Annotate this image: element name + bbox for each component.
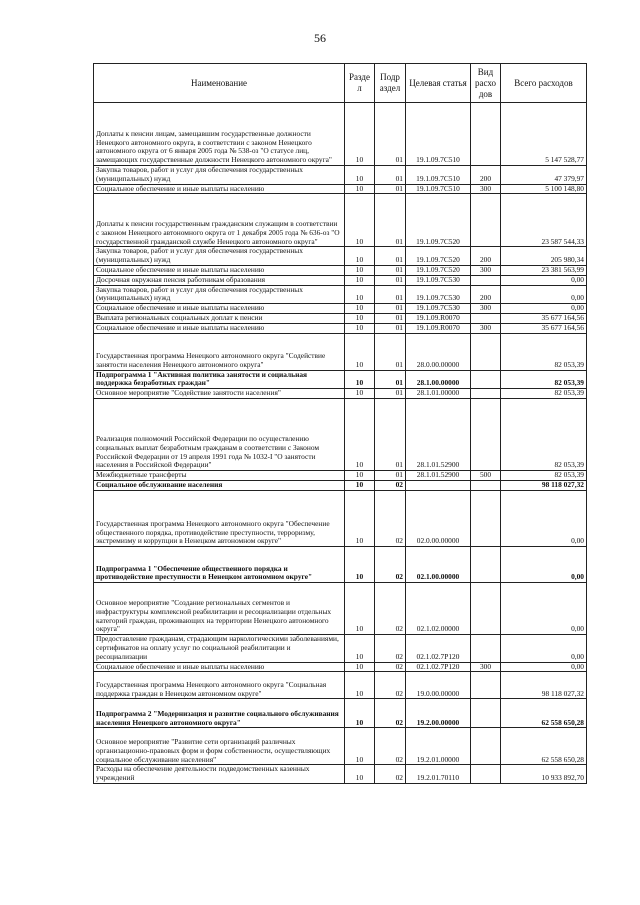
row-type — [471, 583, 501, 635]
row-type — [471, 399, 501, 471]
row-name: Социальное обслуживание населения — [94, 481, 345, 491]
row-subsection: 01 — [375, 285, 406, 304]
row-type: 200 — [471, 247, 501, 266]
row-target: 19.1.09.7С520 — [406, 194, 471, 247]
row-subsection: 01 — [375, 389, 406, 399]
row-type: 300 — [471, 265, 501, 275]
row-target — [406, 481, 471, 491]
row-name: Реализация полномочий Российской Федерации по осуществлению социальных выплат безработным гражданам в соответствии с Законом Российской Федерации от 19 апреля 1991 года № 1032-I "О занятости населения в Российской Федерации" — [94, 399, 345, 471]
row-subsection: 02 — [375, 481, 406, 491]
row-section: 10 — [345, 399, 375, 471]
table-row — [94, 672, 587, 699]
row-target: 19.1.09.7С530 — [406, 275, 471, 285]
row-section: 10 — [345, 285, 375, 304]
table-row — [94, 265, 587, 275]
row-section: 10 — [345, 265, 375, 275]
row-subsection: 01 — [375, 184, 406, 194]
row-subsection: 02 — [375, 491, 406, 547]
row-type: 300 — [471, 662, 501, 672]
row-section: 10 — [345, 471, 375, 481]
page-number: 56 — [314, 31, 326, 45]
row-name: Социальное обеспечение и иные выплаты населению — [94, 662, 345, 672]
table-row — [94, 103, 587, 166]
row-name: Государственная программа Ненецкого автономного округа "Содействие занятости населения Ненецкого автономного округа" — [94, 333, 345, 370]
row-name: Закупка товаров, работ и услуг для обеспечения государственных (муниципальных) нужд — [94, 285, 345, 304]
table-row — [94, 184, 587, 194]
row-type — [471, 370, 501, 389]
header-name: Наименование — [94, 64, 345, 103]
row-total: 0,00 — [501, 583, 587, 635]
table-header-row — [94, 64, 587, 103]
row-section: 10 — [345, 672, 375, 699]
row-target: 19.1.09.7С530 — [406, 285, 471, 304]
row-name: Выплата региональных социальных доплат к пенсии — [94, 313, 345, 323]
row-target: 28.1.01.00000 — [406, 389, 471, 399]
row-name: Доплаты к пенсии государственным гражданским служащим в соответствии с законом Ненецкого автономного округа от 1 декабря 2005 года № 636-оз "О государственной гражданской службе Ненецкого автономного округа" — [94, 194, 345, 247]
row-total: 5 147 528,77 — [501, 103, 587, 166]
row-subsection: 01 — [375, 166, 406, 185]
table-row — [94, 285, 587, 304]
row-type — [471, 635, 501, 662]
header-type: Вид расхо дов — [471, 64, 501, 103]
row-name: Расходы на обеспечение деятельности подведомственных казенных учреждений — [94, 765, 345, 784]
row-total: 10 933 892,70 — [501, 765, 587, 784]
table-row — [94, 399, 587, 471]
row-section: 10 — [345, 370, 375, 389]
row-target: 02.0.00.00000 — [406, 491, 471, 547]
table-row — [94, 333, 587, 370]
row-subsection: 01 — [375, 471, 406, 481]
row-subsection: 01 — [375, 265, 406, 275]
row-name: Закупка товаров, работ и услуг для обеспечения государственных (муниципальных) нужд — [94, 166, 345, 185]
table-row — [94, 275, 587, 285]
row-type: 500 — [471, 471, 501, 481]
row-total: 205 980,34 — [501, 247, 587, 266]
row-total: 23 587 544,33 — [501, 194, 587, 247]
table-row — [94, 481, 587, 491]
table-row — [94, 662, 587, 672]
row-subsection: 02 — [375, 765, 406, 784]
row-target: 19.1.09.7С530 — [406, 304, 471, 314]
row-type — [471, 333, 501, 370]
row-type — [471, 699, 501, 728]
row-name: Досрочная окружная пенсия работникам образования — [94, 275, 345, 285]
row-type — [471, 194, 501, 247]
row-target: 19.2.00.00000 — [406, 699, 471, 728]
row-type: 200 — [471, 285, 501, 304]
row-section: 10 — [345, 103, 375, 166]
row-total: 82 053,39 — [501, 389, 587, 399]
table-row — [94, 635, 587, 662]
row-type: 200 — [471, 166, 501, 185]
table-row — [94, 166, 587, 185]
row-name: Основное мероприятие "Содействие занятости населения" — [94, 389, 345, 399]
row-section: 10 — [345, 765, 375, 784]
row-target: 19.1.09.7С510 — [406, 103, 471, 166]
row-total: 98 118 027,32 — [501, 672, 587, 699]
row-section: 10 — [345, 699, 375, 728]
table-row — [94, 491, 587, 547]
row-type — [471, 313, 501, 323]
header-subsection: Подр аздел — [375, 64, 406, 103]
table-row — [94, 547, 587, 583]
row-target: 02.1.02.7Р120 — [406, 635, 471, 662]
row-total: 47 379,97 — [501, 166, 587, 185]
row-total: 82 053,39 — [501, 333, 587, 370]
row-subsection: 01 — [375, 103, 406, 166]
row-type — [471, 672, 501, 699]
table-row — [94, 471, 587, 481]
row-target: 28.1.01.52900 — [406, 471, 471, 481]
row-total: 35 677 164,56 — [501, 323, 587, 333]
row-total: 82 053,39 — [501, 399, 587, 471]
row-total: 0,00 — [501, 304, 587, 314]
row-total: 0,00 — [501, 285, 587, 304]
row-section: 10 — [345, 333, 375, 370]
row-subsection: 02 — [375, 635, 406, 662]
row-total: 62 558 650,28 — [501, 728, 587, 765]
row-section: 10 — [345, 662, 375, 672]
row-target: 19.1.09.7С520 — [406, 265, 471, 275]
row-section: 10 — [345, 635, 375, 662]
header-target: Целевая статья — [406, 64, 471, 103]
row-subsection: 01 — [375, 333, 406, 370]
row-total: 0,00 — [501, 275, 587, 285]
row-name: Основное мероприятие "Создание региональных сегментов и инфраструктуры комплексной реабилитации и ресоциализации отдельных категорий граждан, проживающих на территории Ненецкого автономного округа" — [94, 583, 345, 635]
row-section: 10 — [345, 583, 375, 635]
row-subsection: 01 — [375, 323, 406, 333]
row-total: 82 053,39 — [501, 471, 587, 481]
row-subsection: 02 — [375, 699, 406, 728]
row-subsection: 01 — [375, 194, 406, 247]
row-name: Подпрограмма 2 "Модернизация и развитие социального обслуживания населения Ненецкого автономного округа" — [94, 699, 345, 728]
row-total: 82 053,39 — [501, 370, 587, 389]
row-name: Предоставление гражданам, страдающим наркологическими заболеваниями, сертификатов на оплату услуг по социальной реабилитации и ресоциализации — [94, 635, 345, 662]
row-total: 62 558 650,28 — [501, 699, 587, 728]
row-total: 5 100 148,80 — [501, 184, 587, 194]
row-target: 02.1.02.00000 — [406, 583, 471, 635]
table-row — [94, 313, 587, 323]
row-section: 10 — [345, 194, 375, 247]
row-subsection: 02 — [375, 583, 406, 635]
budget-table — [93, 63, 587, 784]
row-total: 0,00 — [501, 635, 587, 662]
row-subsection: 01 — [375, 247, 406, 266]
row-target: 28.1.01.52900 — [406, 399, 471, 471]
row-target: 19.2.01.70110 — [406, 765, 471, 784]
table-row — [94, 765, 587, 784]
table-row — [94, 728, 587, 765]
row-section: 10 — [345, 166, 375, 185]
row-target: 19.1.09.7С510 — [406, 166, 471, 185]
row-name: Подпрограмма 1 "Активная политика занятости и социальная поддержка безработных граждан" — [94, 370, 345, 389]
table-row — [94, 323, 587, 333]
row-subsection: 02 — [375, 728, 406, 765]
row-section: 10 — [345, 323, 375, 333]
row-section: 10 — [345, 491, 375, 547]
row-total: 23 381 563,99 — [501, 265, 587, 275]
row-type — [471, 728, 501, 765]
table-row — [94, 389, 587, 399]
row-total: 0,00 — [501, 491, 587, 547]
row-type — [471, 481, 501, 491]
table-row — [94, 247, 587, 266]
header-section: Разде л — [345, 64, 375, 103]
row-type: 300 — [471, 184, 501, 194]
table-row — [94, 699, 587, 728]
row-subsection: 01 — [375, 370, 406, 389]
row-target: 19.1.09.7С510 — [406, 184, 471, 194]
table-row — [94, 583, 587, 635]
table-body — [94, 103, 587, 784]
row-target: 28.1.00.00000 — [406, 370, 471, 389]
row-name: Государственная программа Ненецкого автономного округа "Социальная поддержка граждан в Ненецком автономном округе" — [94, 672, 345, 699]
row-total: 0,00 — [501, 662, 587, 672]
row-section: 10 — [345, 547, 375, 583]
row-section: 10 — [345, 247, 375, 266]
row-name: Межбюджетные трансферты — [94, 471, 345, 481]
row-subsection: 01 — [375, 275, 406, 285]
row-name: Государственная программа Ненецкого автономного округа "Обеспечение общественного порядка, противодействие преступности, терроризму, экстремизму и коррупции в Ненецком автономном округе" — [94, 491, 345, 547]
row-type: 300 — [471, 323, 501, 333]
row-name: Закупка товаров, работ и услуг для обеспечения государственных (муниципальных) нужд — [94, 247, 345, 266]
row-name: Подпрограмма 1 "Обеспечение общественного порядка и противодействие преступности в Ненецком автономном округе" — [94, 547, 345, 583]
row-section: 10 — [345, 304, 375, 314]
row-subsection: 01 — [375, 313, 406, 323]
row-type — [471, 103, 501, 166]
row-section: 10 — [345, 728, 375, 765]
table-row — [94, 304, 587, 314]
row-total: 98 118 027,32 — [501, 481, 587, 491]
row-target: 02.1.00.00000 — [406, 547, 471, 583]
row-total: 0,00 — [501, 547, 587, 583]
row-subsection: 01 — [375, 304, 406, 314]
row-type — [471, 275, 501, 285]
row-target: 19.1.09.R0070 — [406, 313, 471, 323]
row-section: 10 — [345, 184, 375, 194]
row-name: Социальное обеспечение и иные выплаты населению — [94, 304, 345, 314]
row-subsection: 02 — [375, 547, 406, 583]
row-name: Доплаты к пенсии лицам, замещавшим государственные должности Ненецкого автономного округа, в соответствии с законом Ненецкого автономного округа от 6 января 2005 года № 538-оз "О статусе лиц, замещающих государственные должности Ненецкого автономного округа" — [94, 103, 345, 166]
row-target: 28.0.00.00000 — [406, 333, 471, 370]
row-name: Основное мероприятие "Развитие сети организаций различных организационно-правовых форм и форм собственности, осуществляющих социальное обслуживание населения" — [94, 728, 345, 765]
row-subsection: 02 — [375, 662, 406, 672]
row-total: 35 677 164,56 — [501, 313, 587, 323]
row-type — [471, 547, 501, 583]
row-section: 10 — [345, 313, 375, 323]
row-target: 19.0.00.00000 — [406, 672, 471, 699]
row-name: Социальное обеспечение и иные выплаты населению — [94, 265, 345, 275]
row-section: 10 — [345, 481, 375, 491]
table-row — [94, 194, 587, 247]
row-type — [471, 491, 501, 547]
row-target: 02.1.02.7Р120 — [406, 662, 471, 672]
row-section: 10 — [345, 275, 375, 285]
row-target: 19.2.01.00000 — [406, 728, 471, 765]
row-type — [471, 765, 501, 784]
row-type — [471, 389, 501, 399]
header-total: Всего расходов — [501, 64, 587, 103]
row-subsection: 01 — [375, 399, 406, 471]
row-target: 19.1.09.7С520 — [406, 247, 471, 266]
row-name: Социальное обеспечение и иные выплаты населению — [94, 323, 345, 333]
table-row — [94, 370, 587, 389]
row-type: 300 — [471, 304, 501, 314]
row-name: Социальное обеспечение и иные выплаты населению — [94, 184, 345, 194]
row-target: 19.1.09.R0070 — [406, 323, 471, 333]
row-subsection: 02 — [375, 672, 406, 699]
row-section: 10 — [345, 389, 375, 399]
